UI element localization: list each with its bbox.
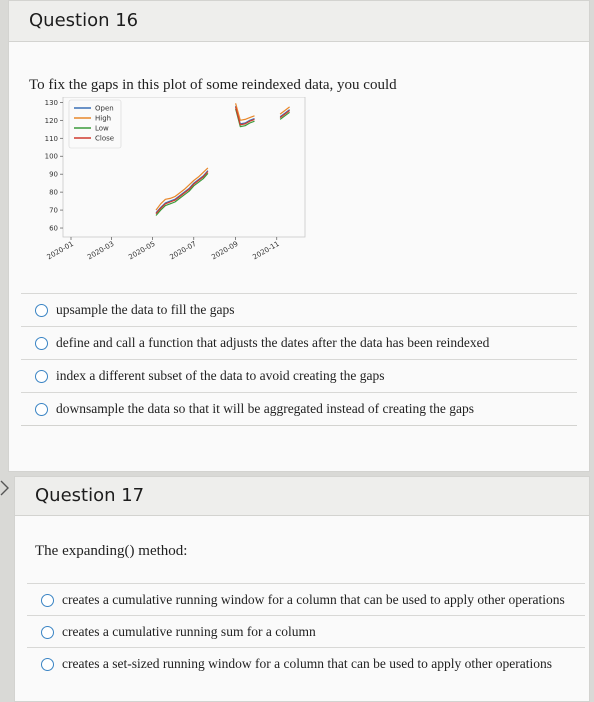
y-tick-label: 100 xyxy=(44,152,58,161)
y-tick-label: 70 xyxy=(49,206,58,215)
option-label: define and call a function that adjusts the dates after the data has been reindexed xyxy=(56,335,490,350)
y-tick-label: 120 xyxy=(44,116,58,125)
y-tick-label: 110 xyxy=(44,134,58,143)
y-tick-label: 80 xyxy=(49,188,58,197)
legend-label-high: High xyxy=(95,114,112,123)
option-label: creates a set-sized running window for a column that can be used to apply other operations xyxy=(62,656,552,671)
y-axis xyxy=(45,99,63,233)
legend xyxy=(69,100,121,148)
question-17-title: Question 17 xyxy=(35,485,145,506)
answers-divider xyxy=(21,425,577,426)
legend-label-close: Close xyxy=(95,134,115,143)
option-label: index a different subset of the data to avoid creating the gaps xyxy=(56,368,385,383)
y-tick-label: 90 xyxy=(49,170,58,179)
x-tick-label: 2020-09 xyxy=(210,239,240,262)
x-tick-label: 2020-03 xyxy=(86,239,116,262)
q16-option-adjust-dates[interactable] xyxy=(21,326,577,359)
ohlc-line-chart xyxy=(39,97,309,267)
question-17-header xyxy=(15,477,589,516)
radio-button[interactable] xyxy=(41,626,54,639)
question-16-prompt: To fix the gaps in this plot of some reindexed data, you could xyxy=(29,77,397,93)
radio-button[interactable] xyxy=(35,403,48,416)
question-16-header xyxy=(9,1,589,42)
q17-option-cumulative-sum[interactable] xyxy=(27,615,585,648)
question-16-card xyxy=(8,0,590,472)
option-label: downsample the data so that it will be aggregated instead of creating the gaps xyxy=(56,401,474,416)
y-tick-label: 130 xyxy=(44,98,58,107)
question-17-prompt: The expanding() method: xyxy=(35,543,188,559)
x-tick-label: 2020-07 xyxy=(168,239,198,262)
q16-option-different-subset[interactable] xyxy=(21,359,577,392)
radio-button[interactable] xyxy=(35,304,48,317)
legend-label-open: Open xyxy=(95,104,114,113)
series-lines xyxy=(156,103,290,215)
question-17-card xyxy=(14,476,590,702)
current-question-arrow-icon xyxy=(0,480,10,496)
option-label: creates a cumulative running sum for a column xyxy=(62,624,316,639)
legend-label-low: Low xyxy=(95,124,109,133)
x-axis xyxy=(46,237,281,261)
question-16-title: Question 16 xyxy=(29,10,139,31)
q17-option-set-sized-window[interactable] xyxy=(27,647,585,680)
q16-option-upsample[interactable] xyxy=(21,293,577,326)
x-tick-label: 2020-05 xyxy=(127,239,157,262)
radio-button[interactable] xyxy=(41,594,54,607)
radio-button[interactable] xyxy=(35,337,48,350)
x-tick-label: 2020-01 xyxy=(45,239,75,262)
radio-button[interactable] xyxy=(35,370,48,383)
x-tick-label: 2020-11 xyxy=(251,239,281,262)
option-label: creates a cumulative running window for a column that can be used to apply other operations xyxy=(62,592,565,607)
q16-option-downsample[interactable] xyxy=(21,392,577,425)
option-label: upsample the data to fill the gaps xyxy=(56,302,235,317)
y-tick-label: 60 xyxy=(49,224,58,233)
radio-button[interactable] xyxy=(41,658,54,671)
q17-option-cumulative-window[interactable] xyxy=(27,583,585,616)
